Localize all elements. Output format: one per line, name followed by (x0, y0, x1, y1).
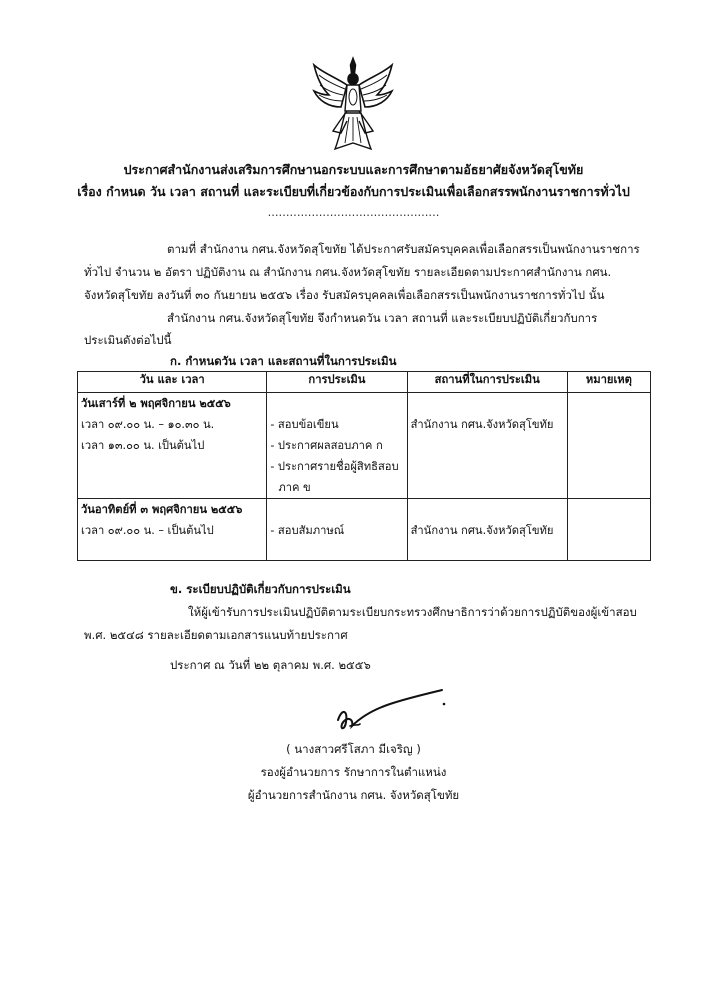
assessment-item: - ประกาศรายชื่อผู้สิทธิสอบ (270, 460, 399, 473)
table-row (78, 393, 651, 499)
column-header: สถานที่ในการประเมิน (407, 372, 567, 393)
intro-line-2: ทั่วไป จำนวน ๒ อัตรา ปฏิบัติงาน ณ สำนักงาน กศน.จังหวัดสุโขทัย รายละเอียดตามประกาศสำนักงาน กศน. (84, 265, 612, 279)
note-cell (567, 499, 650, 561)
time-label: เวลา ๐๙.๐๐ น. – เป็นต้นไป (81, 524, 214, 537)
location-label: สำนักงาน กศน.จังหวัดสุโขทัย (410, 524, 554, 537)
day-time-cell (78, 499, 267, 561)
column-header: การประเมิน (267, 372, 407, 393)
assessment-item: - สอบสัมภาษณ์ (270, 524, 345, 537)
intro-line-5: ประเมินดังต่อไปนี้ (84, 333, 172, 347)
section-b-line-2: พ.ศ. ๒๕๔๘ รายละเอียดตามเอกสารแนบท้ายประกาศ (84, 628, 348, 642)
intro-line-1: ตามที่ สำนักงาน กศน.จังหวัดสุโขทัย ได้ประกาศรับสมัครบุคคลเพื่อเลือกสรรเป็นพนักงานราชการ (167, 242, 640, 256)
garuda-emblem-icon (311, 55, 395, 153)
day-label: วันอาทิตย์ที่ ๓ พฤศจิกายน ๒๕๕๖ (81, 503, 243, 516)
signatory-position-2: ผู้อำนวยการสำนักงาน กศน. จังหวัดสุโขทัย (247, 788, 460, 802)
column-header: วัน และ เวลา (78, 372, 267, 393)
time-label: เวลา ๑๓.๐๐ น. เป็นต้นไป (81, 439, 205, 452)
announcement-subject: เรื่อง กำหนด วัน เวลา สถานที่ และระเบียบที่เกี่ยวข้องกับการประเมินเพื่อเลือกสรรพนักงานราชการทั่วไป (77, 184, 630, 199)
location-label: สำนักงาน กศน.จังหวัดสุโขทัย (410, 418, 554, 431)
section-a-heading: ก. กำหนดวัน เวลา และสถานที่ในการประเมิน (170, 354, 397, 368)
assessment-item: - สอบข้อเขียน (270, 418, 339, 431)
time-label: เวลา ๐๙.๐๐ น. – ๑๐.๓๐ น. (81, 418, 215, 431)
table-header-row (78, 372, 651, 393)
schedule-table (77, 371, 651, 561)
assessment-cell (267, 499, 407, 561)
day-time-cell (78, 393, 267, 499)
day-label: วันเสาร์ที่ ๒ พฤศจิกายน ๒๕๕๖ (81, 397, 231, 410)
note-cell (567, 393, 650, 499)
announcement-date: ประกาศ ณ วันที่ ๒๒ ตุลาคม พ.ศ. ๒๕๕๖ (170, 658, 371, 672)
signatory-name: ( นางสาวศรีโสภา มีเจริญ ) (286, 742, 421, 756)
assessment-item: - ประกาศผลสอบภาค ก (270, 439, 383, 452)
location-cell (407, 499, 567, 561)
intro-line-3: จังหวัดสุโขทัย ลงวันที่ ๓๐ กันยายน ๒๕๕๖ เรื่อง รับสมัครบุคคลเพื่อเลือกสรรเป็นพนักงานราชการทั่วไป นั้น (84, 288, 605, 302)
title-divider: ............................................... (267, 205, 440, 219)
table-row (78, 499, 651, 561)
handwritten-signature (330, 680, 450, 738)
section-b-line-1: ให้ผู้เข้ารับการประเมินปฏิบัติตามระเบียบกระทรวงศึกษาธิการว่าด้วยการปฏิบัติของผู้เข้าสอบ (188, 605, 637, 619)
assessment-item: ภาค ข (278, 481, 311, 494)
assessment-cell (267, 393, 407, 499)
signatory-position-1: รองผู้อำนวยการ รักษาการในตำแหน่ง (260, 765, 447, 779)
announcement-title: ประกาศสำนักงานส่งเสริมการศึกษานอกระบบและการศึกษาตามอัธยาศัยจังหวัดสุโขทัย (123, 162, 584, 177)
intro-line-4: สำนักงาน กศน.จังหวัดสุโขทัย จึงกำหนดวัน เวลา สถานที่ และระเบียบปฏิบัติเกี่ยวกับการ (167, 311, 598, 325)
column-header: หมายเหตุ (567, 372, 650, 393)
location-cell (407, 393, 567, 499)
section-b-heading: ข. ระเบียบปฏิบัติเกี่ยวกับการประเมิน (170, 582, 351, 596)
